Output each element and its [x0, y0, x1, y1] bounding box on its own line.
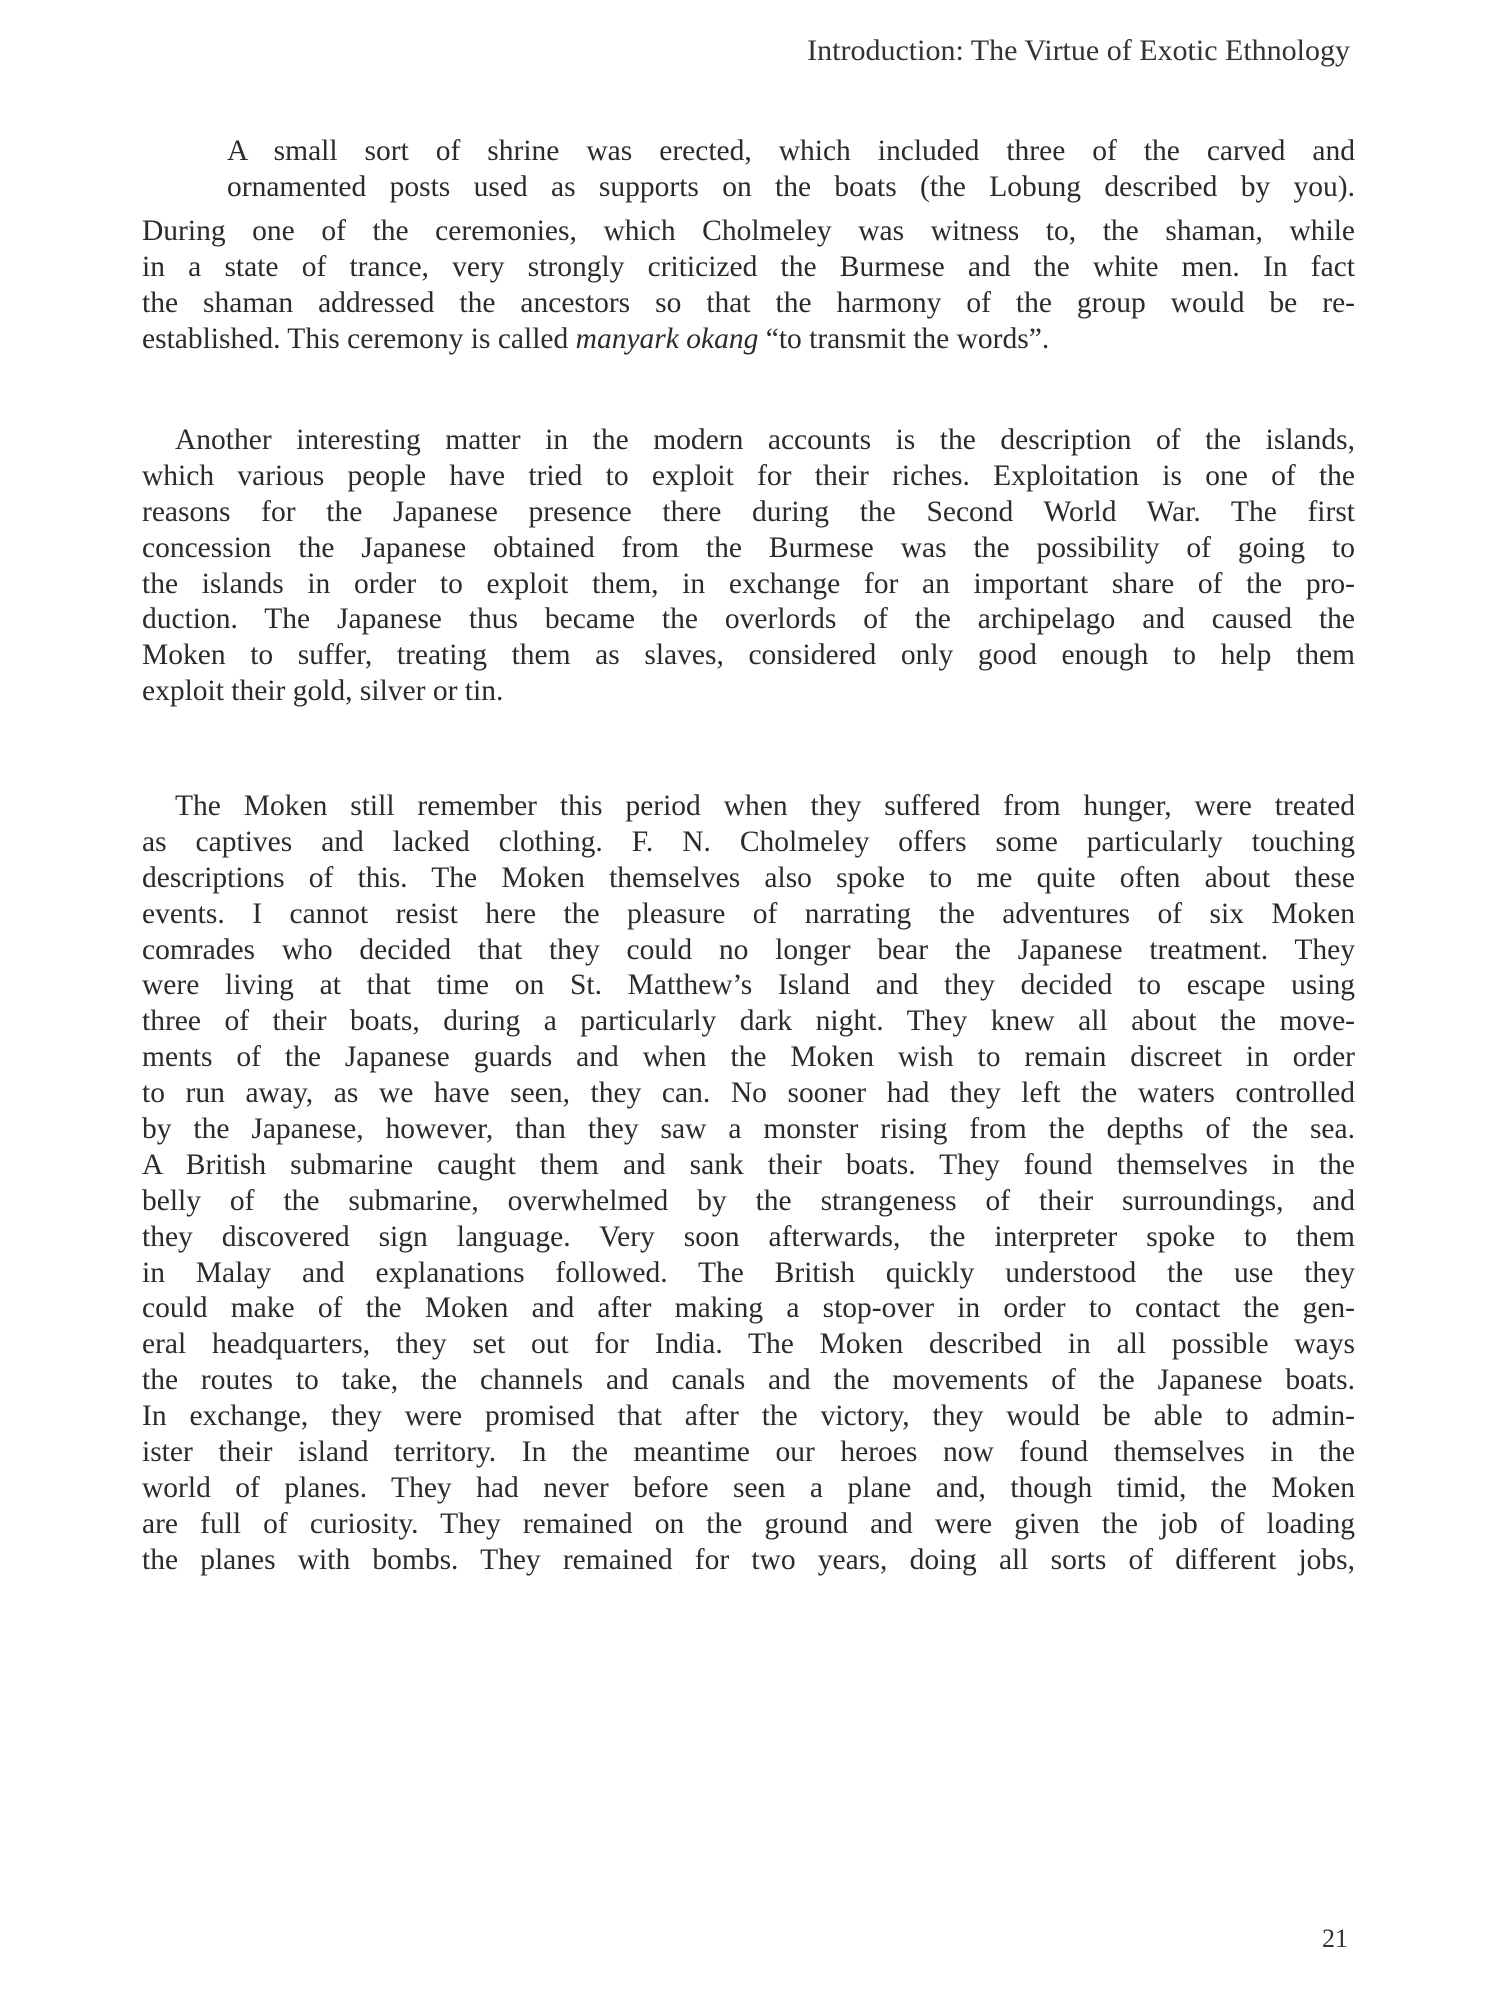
text-line: are full of curiosity. They remained on the ground and were given the job of loading	[142, 1507, 1355, 1540]
text-line: they discovered sign language. Very soon afterwards, the interpreter spoke to them	[142, 1220, 1355, 1253]
italic-term: manyark okang	[575, 322, 759, 355]
text-line: In exchange, they were promised that after the victory, they would be able to admin-	[142, 1400, 1355, 1433]
text-line: During one of the ceremonies, which Cholmeley was witness to, the shaman, while	[142, 215, 1355, 247]
text-line: ister their island territory. In the meantime our heroes now found themselves in the	[142, 1436, 1355, 1469]
text-line: world of planes. They had never before seen a plane and, though timid, the Moken	[142, 1471, 1355, 1504]
text-line: Another interesting matter in the modern accounts is the description of the islands,	[175, 424, 1355, 456]
page-number: 21	[1322, 1924, 1348, 1953]
text-line: comrades who decided that they could no longer bear the Japanese treatment. They	[142, 933, 1355, 966]
text-line: concession the Japanese obtained from the Burmese was the possibility of going to	[142, 531, 1355, 564]
running-head: Introduction: The Virtue of Exotic Ethnology	[807, 34, 1350, 67]
paragraph	[142, 789, 1355, 1579]
text-line: Moken to suffer, treating them as slaves, considered only good enough to help them	[142, 639, 1355, 672]
paragraph	[142, 423, 1355, 710]
text-line: the shaman addressed the ancestors so that the harmony of the group would be re-	[142, 286, 1355, 319]
text-line: ornamented posts used as supports on the boats (the Lobung described by you).	[227, 170, 1355, 203]
text-line: three of their boats, during a particularly dark night. They knew all about the move-	[142, 1005, 1355, 1038]
text-line: could make of the Moken and after making a stop-over in order to contact the gen-	[142, 1292, 1355, 1325]
text-line: eral headquarters, they set out for India. The Moken described in all possible ways	[142, 1328, 1355, 1361]
text-line: descriptions of this. The Moken themselves also spoke to me quite often about these	[142, 861, 1355, 894]
text-line: which various people have tried to exploit for their riches. Exploitation is one of the	[142, 459, 1355, 492]
text-line: A British submarine caught them and sank their boats. They found themselves in the	[142, 1148, 1355, 1181]
text-line: the routes to take, the channels and canals and the movements of the Japanese boats.	[142, 1364, 1355, 1397]
text-segment: established. This ceremony is called	[142, 322, 576, 355]
text-line: in Malay and explanations followed. The British quickly understood the use they	[142, 1256, 1355, 1289]
text-line: the planes with bombs. They remained for two years, doing all sorts of different jobs,	[142, 1543, 1355, 1576]
text-line	[142, 322, 1355, 358]
text-segment: “to transmit the words”.	[758, 322, 1050, 355]
text-line: belly of the submarine, overwhelmed by the strangeness of their surroundings, and	[142, 1184, 1355, 1217]
text-line: exploit their gold, silver or tin.	[142, 675, 504, 708]
text-line: A small sort of shrine was erected, which included three of the carved and	[227, 135, 1355, 167]
text-line: as captives and lacked clothing. F. N. Cholmeley offers some particularly touching	[142, 825, 1355, 858]
text-line: The Moken still remember this period when they suffered from hunger, were treated	[175, 790, 1355, 822]
text-line: reasons for the Japanese presence there during the Second World War. The first	[142, 495, 1355, 528]
text-line: were living at that time on St. Matthew’s Island and they decided to escape using	[142, 969, 1355, 1002]
text-line: in a state of trance, very strongly criticized the Burmese and the white men. In fact	[142, 250, 1355, 283]
block-quote	[142, 134, 1355, 206]
text-line: by the Japanese, however, than they saw a monster rising from the depths of the sea.	[142, 1113, 1355, 1146]
text-line: duction. The Japanese thus became the overlords of the archipelago and caused the	[142, 603, 1355, 636]
text-line: events. I cannot resist here the pleasure of narrating the adventures of six Moken	[142, 897, 1355, 930]
text-line: to run away, as we have seen, they can. No sooner had they left the waters controlled	[142, 1077, 1355, 1110]
continuation-paragraph	[142, 214, 1355, 358]
text-line: the islands in order to exploit them, in exchange for an important share of the pro-	[142, 567, 1355, 600]
text-line: ments of the Japanese guards and when the Moken wish to remain discreet in order	[142, 1041, 1355, 1074]
